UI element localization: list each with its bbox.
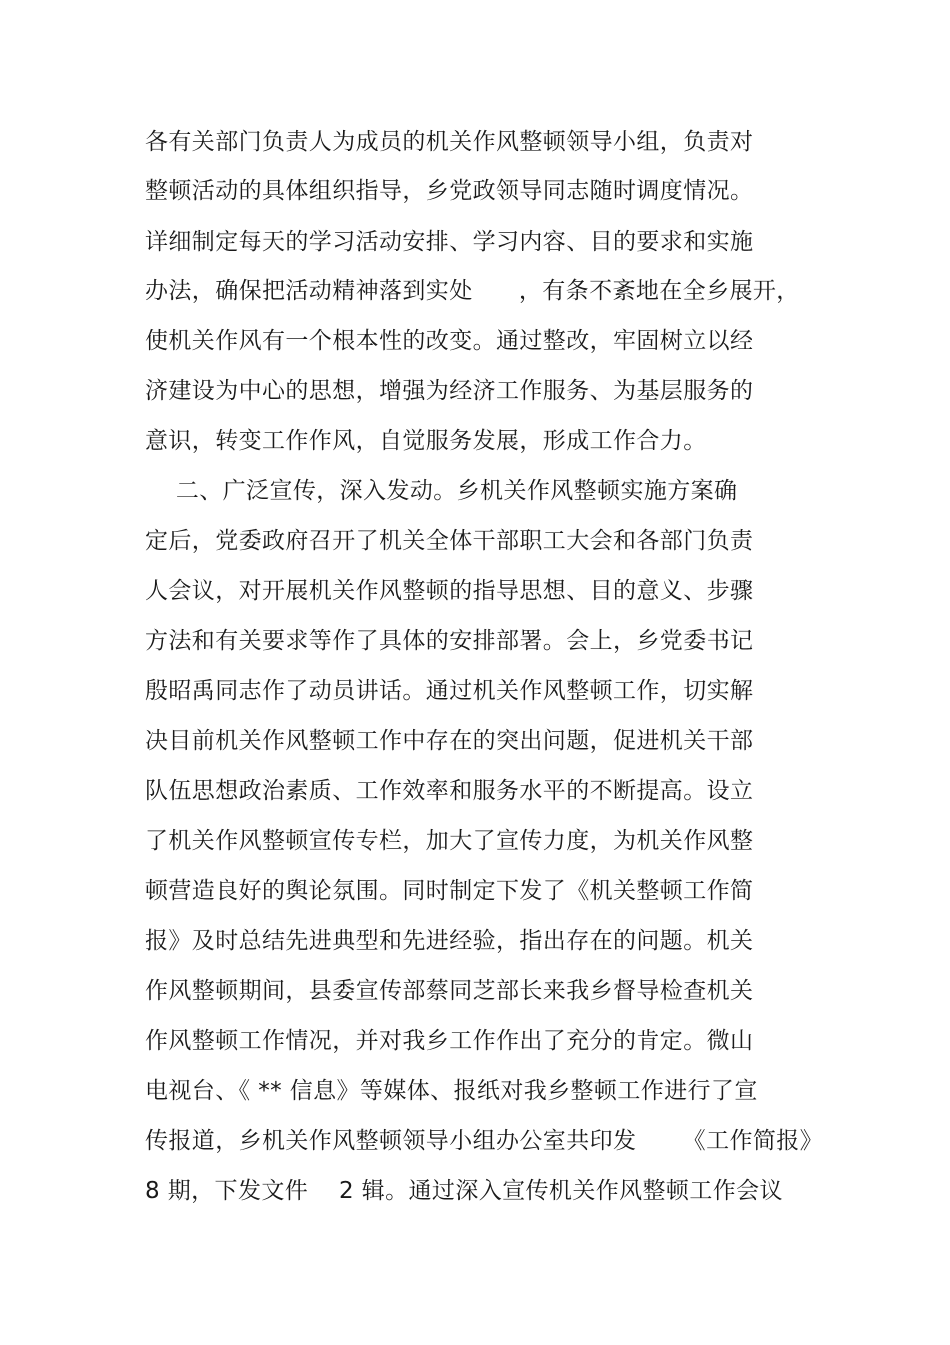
text-line: 决目前机关作风整顿工作中存在的突出问题，促进机关干部 — [145, 728, 754, 754]
text-line: 意识，转变工作作风，自觉服务发展，形成工作合力。 — [145, 428, 707, 454]
text-line: 作风整顿期间，县委宣传部蔡同芝部长来我乡督导检查机关 — [145, 978, 754, 1004]
text-line: 电视台、《 ** 信息》等媒体、报纸对我乡整顿工作进行了宣 — [145, 1078, 758, 1104]
text-line: 使机关作风有一个根本性的改变。通过整改，牢固树立以经 — [145, 328, 754, 354]
text-line: 报》及时总结先进典型和先进经验，指出存在的问题。机关 — [145, 928, 754, 954]
text-line: 定后，党委政府召开了机关全体干部职工大会和各部门负责 — [145, 528, 754, 554]
text-line: 传报道，乡机关作风整顿领导小组办公室共印发 《工作简报》 — [145, 1128, 824, 1154]
text-line: 方法和有关要求等作了具体的安排部署。会上，乡党委书记 — [145, 628, 754, 654]
text-line: 了机关作风整顿宣传专栏，加大了宣传力度，为机关作风整 — [145, 828, 754, 854]
text-line: 顿营造良好的舆论氛围。同时制定下发了《机关整顿工作简 — [145, 878, 754, 904]
text-line: 人会议，对开展机关作风整顿的指导思想、目的意义、步骤 — [145, 578, 754, 604]
text-line: 各有关部门负责人为成员的机关作风整顿领导小组，负责对 — [145, 129, 754, 155]
text-line: 整顿活动的具体组织指导，乡党政领导同志随时调度情况。 — [145, 178, 754, 204]
text-line: 殷昭禹同志作了动员讲话。通过机关作风整顿工作，切实解 — [145, 678, 754, 704]
text-line: 8 期，下发文件 2 辑。通过深入宣传机关作风整顿工作会议 — [145, 1178, 783, 1204]
text-line: 二、广泛宣传，深入发动。乡机关作风整顿实施方案确 — [145, 478, 738, 504]
text-line: 队伍思想政治素质、工作效率和服务水平的不断提高。设立 — [145, 778, 754, 804]
text-line: 济建设为中心的思想，增强为经济工作服务、为基层服务的 — [145, 378, 754, 404]
text-line: 详细制定每天的学习活动安排、学习内容、目的要求和实施 — [145, 229, 754, 255]
text-line: 作风整顿工作情况，并对我乡工作作出了充分的肯定。微山 — [145, 1028, 754, 1054]
text-line: 办法，确保把活动精神落到实处 ，有条不紊地在全乡展开， — [145, 278, 800, 304]
